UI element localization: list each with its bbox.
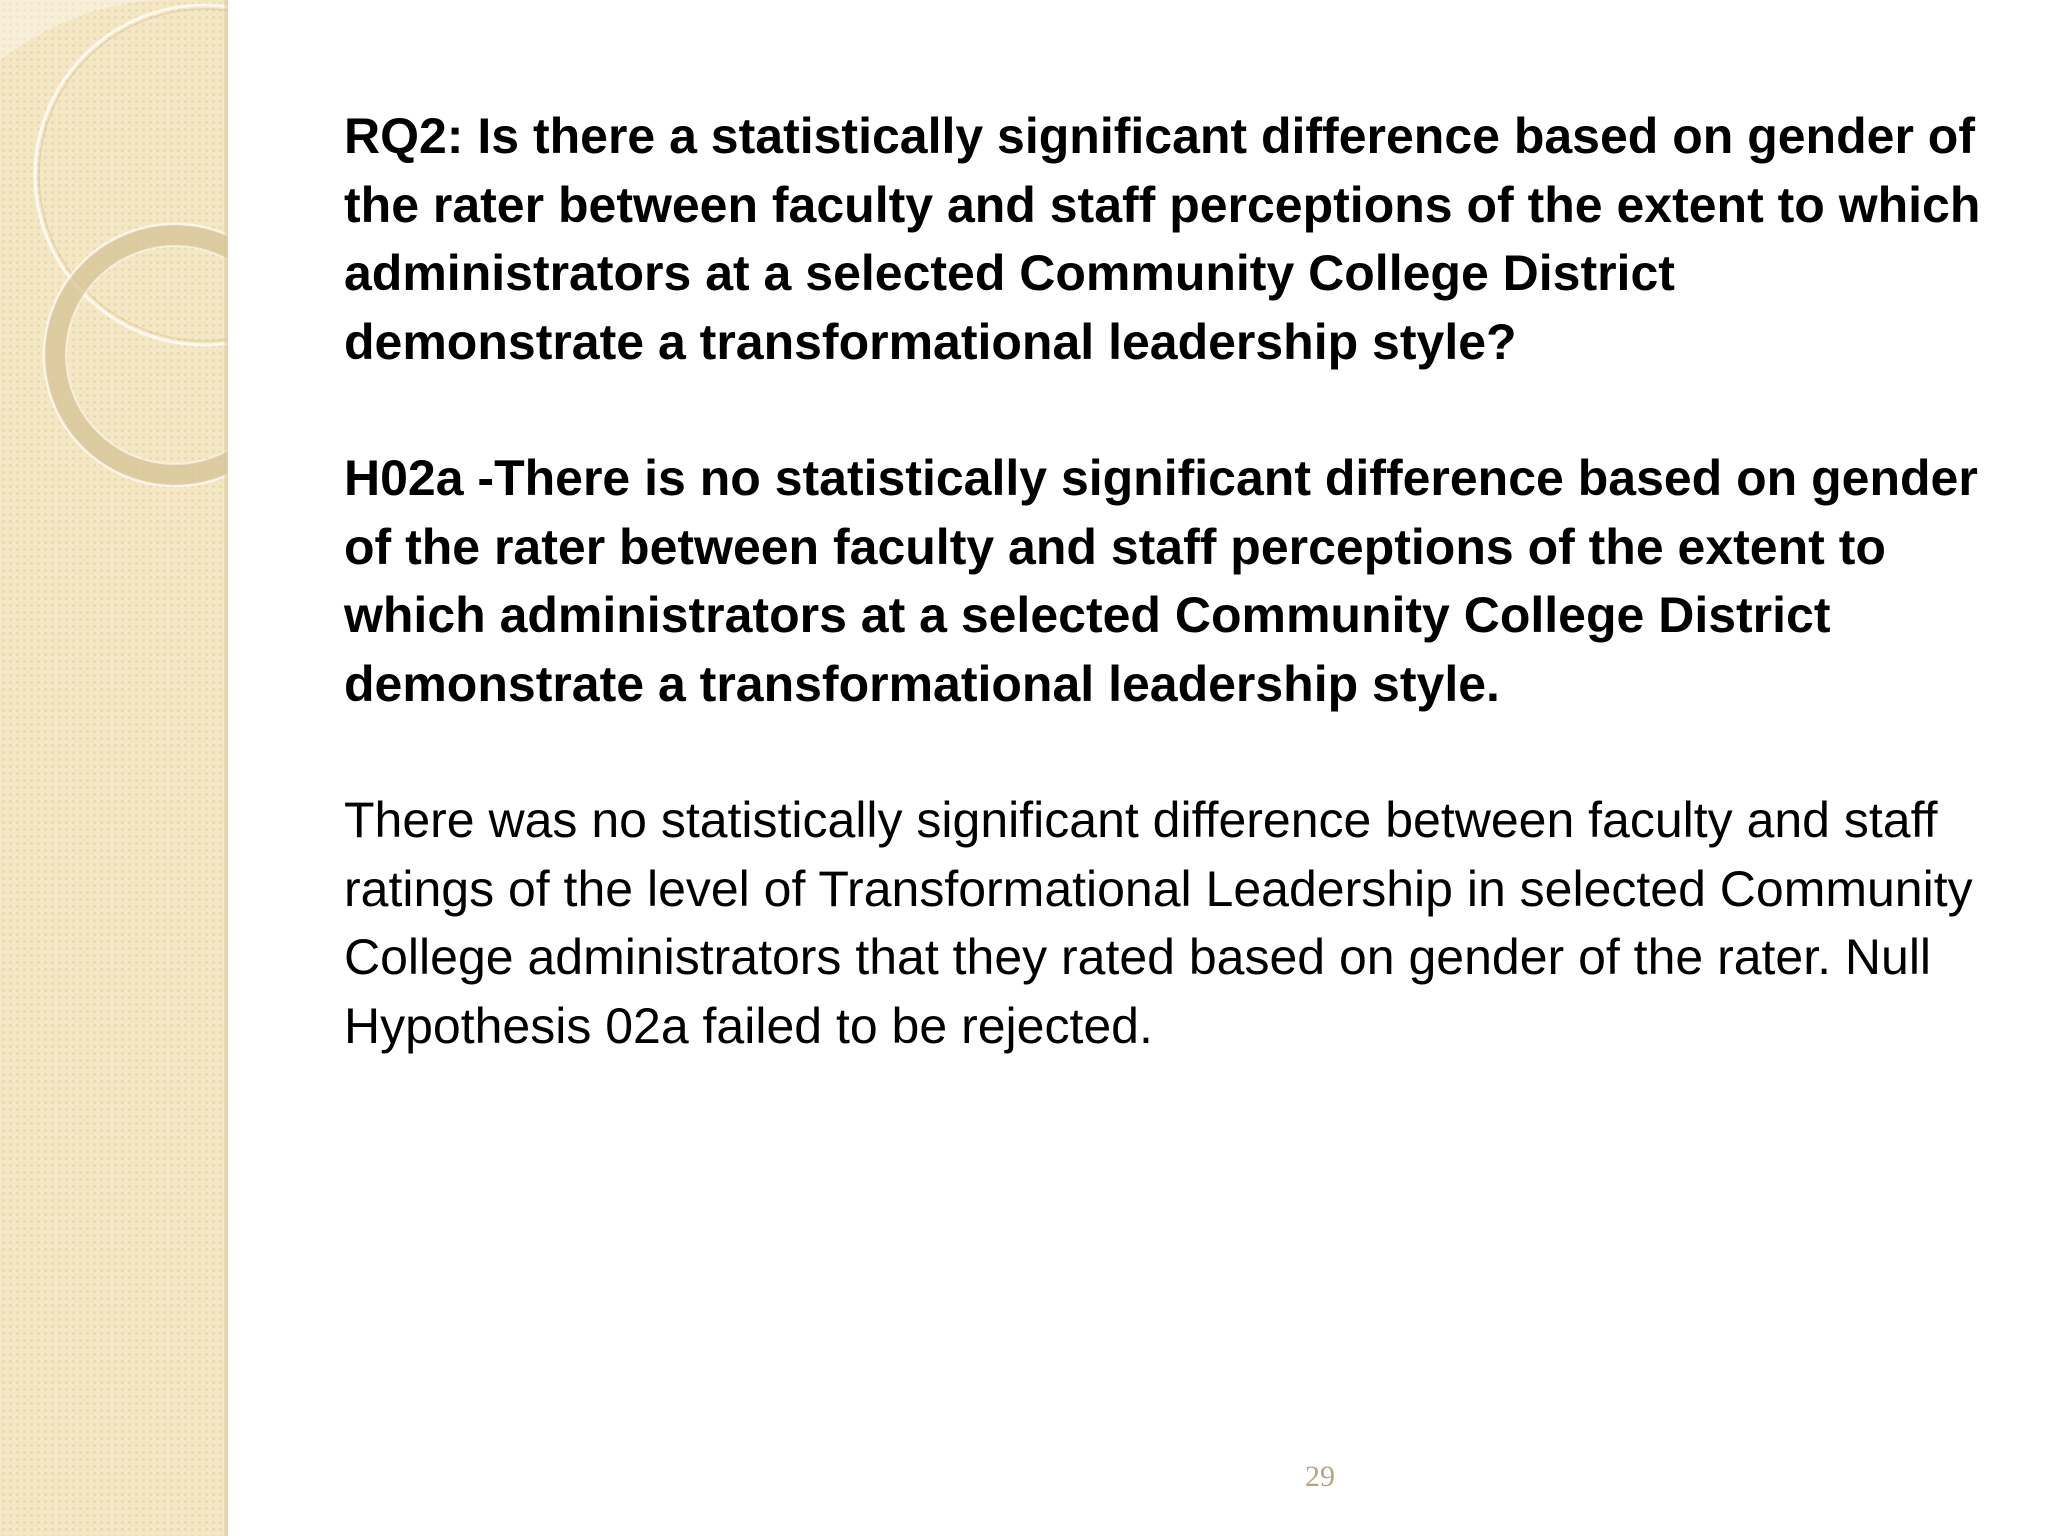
page-number: 29 [1305, 1460, 1335, 1493]
decorative-rings-icon [0, 0, 228, 520]
hypothesis-text: H02a -There is no statistically significant difference based on gender of the rater between faculty and staff perceptions of the extent to which administrators at a selected Community College District demonstrate a transformational leadership style. [344, 450, 1978, 712]
decorative-side-band [0, 0, 228, 1536]
result-text: There was no statistically significant difference between faculty and staff ratings of the level of Transformational Leadership in selected Community College administrators that they rated based on gender of the rater. Null Hypothesis 02a failed to be rejected. [344, 792, 1973, 1054]
slide-content [344, 102, 1984, 1060]
research-question-text: RQ2: Is there a statistically significant difference based on gender of the rater between faculty and staff perceptions of the extent to which administrators at a selected Community College District demonstrate a transformational leadership style? [344, 108, 1981, 370]
